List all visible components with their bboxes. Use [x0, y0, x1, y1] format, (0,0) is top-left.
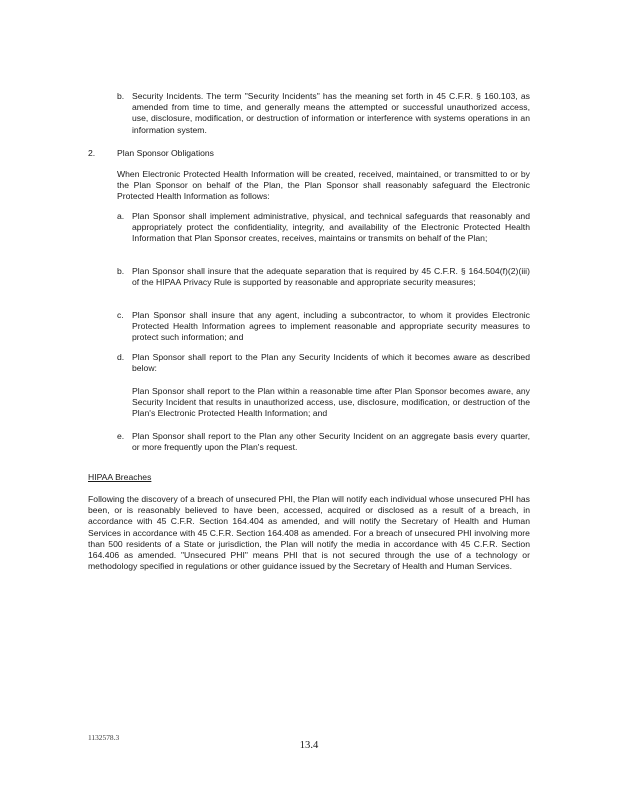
item-e-marker: e.: [117, 431, 125, 441]
item-b-intro-block: [132, 91, 530, 136]
item-e-text: Plan Sponsor shall report to the Plan any other Security Incident on an aggregate basis every quarter, or more frequently upon the Plan's request.: [132, 431, 530, 453]
item-d-text: Plan Sponsor shall report to the Plan any Security Incidents of which it becomes aware as described below:: [132, 352, 530, 374]
item-e-block: [132, 431, 530, 453]
breaches-heading: HIPAA Breaches: [88, 472, 152, 482]
section-2-intro-block: [117, 169, 530, 203]
item-b-text: Plan Sponsor shall insure that the adequate separation that is required by 45 C.F.R. § 164.504(f)(2)(iii) of the HIPAA Privacy Rule is supported by reasonable and appropriate security measures;: [132, 266, 530, 288]
page-number: 13.4: [299, 740, 319, 751]
breaches-text: Following the discovery of a breach of unsecured PHI, the Plan will notify each individual whose unsecured PHI has been, or is reasonably believed to have been, accessed, acquired or disclosed as a result of a breach, in accordance with 45 C.F.R. Section 164.404 as amended, and will notify the Secretary of Health and Human Services in accordance with 45 C.F.R. Section 164.408 as amended. For a breach of unsecured PHI involving more than 500 residents of a State or jurisdiction, the Plan will notify the media in accordance with 45 C.F.R. Section 164.406 as amended. "Unsecured PHI" means PHI that is not secured through the use of a technology or methodology specified in regulations or other guidance issued by the Secretary of Health and Human Services.: [88, 494, 530, 572]
item-a-text: Plan Sponsor shall implement administrative, physical, and technical safeguards that reasonably and appropriately protect the confidentiality, integrity, and availability of the Electronic Protected Health Information that Plan Sponsor creates, receives, maintains or transmits on behalf of the Plan;: [132, 211, 530, 244]
item-b-marker: b.: [117, 266, 125, 276]
item-c-block: [132, 310, 530, 344]
section-2-number: 2.: [88, 148, 96, 158]
item-a-block: [132, 211, 530, 245]
item-b-block: [132, 266, 530, 288]
item-d-sub-text: Plan Sponsor shall report to the Plan within a reasonable time after Plan Sponsor becomes aware, any Security Incident that results in unauthorized access, use, disclosure, modification, or destruction of the Plan's Electronic Protected Health Information; and: [132, 386, 530, 419]
section-2-title: Plan Sponsor Obligations: [117, 148, 214, 158]
item-d-block: [132, 352, 530, 374]
item-d-sub-block: [132, 386, 530, 420]
item-b-intro-marker: b.: [117, 91, 125, 101]
item-d-marker: d.: [117, 352, 125, 362]
item-c-marker: c.: [117, 310, 124, 320]
document-number: 1132578.3: [88, 733, 120, 742]
section-2-intro: When Electronic Protected Health Information will be created, received, maintained, or transmitted to or by the Plan Sponsor on behalf of the Plan, the Plan Sponsor shall reasonably safeguard the Electronic Protected Health Information as follows:: [117, 169, 530, 202]
item-a-marker: a.: [117, 211, 125, 221]
breaches-block: [88, 494, 530, 572]
item-c-text: Plan Sponsor shall insure that any agent, including a subcontractor, to whom it provides Electronic Protected Health Information agrees to implement reasonable and appropriate security measures to protect such information; and: [132, 310, 530, 343]
item-b-intro-text: Security Incidents. The term "Security Incidents" has the meaning set forth in 45 C.F.R. § 160.103, as amended from time to time, and generally means the attempted or successful unauthorized access, use, disclosure, modification, or destruction of information or interference with systems operations in an information system.: [132, 91, 530, 135]
